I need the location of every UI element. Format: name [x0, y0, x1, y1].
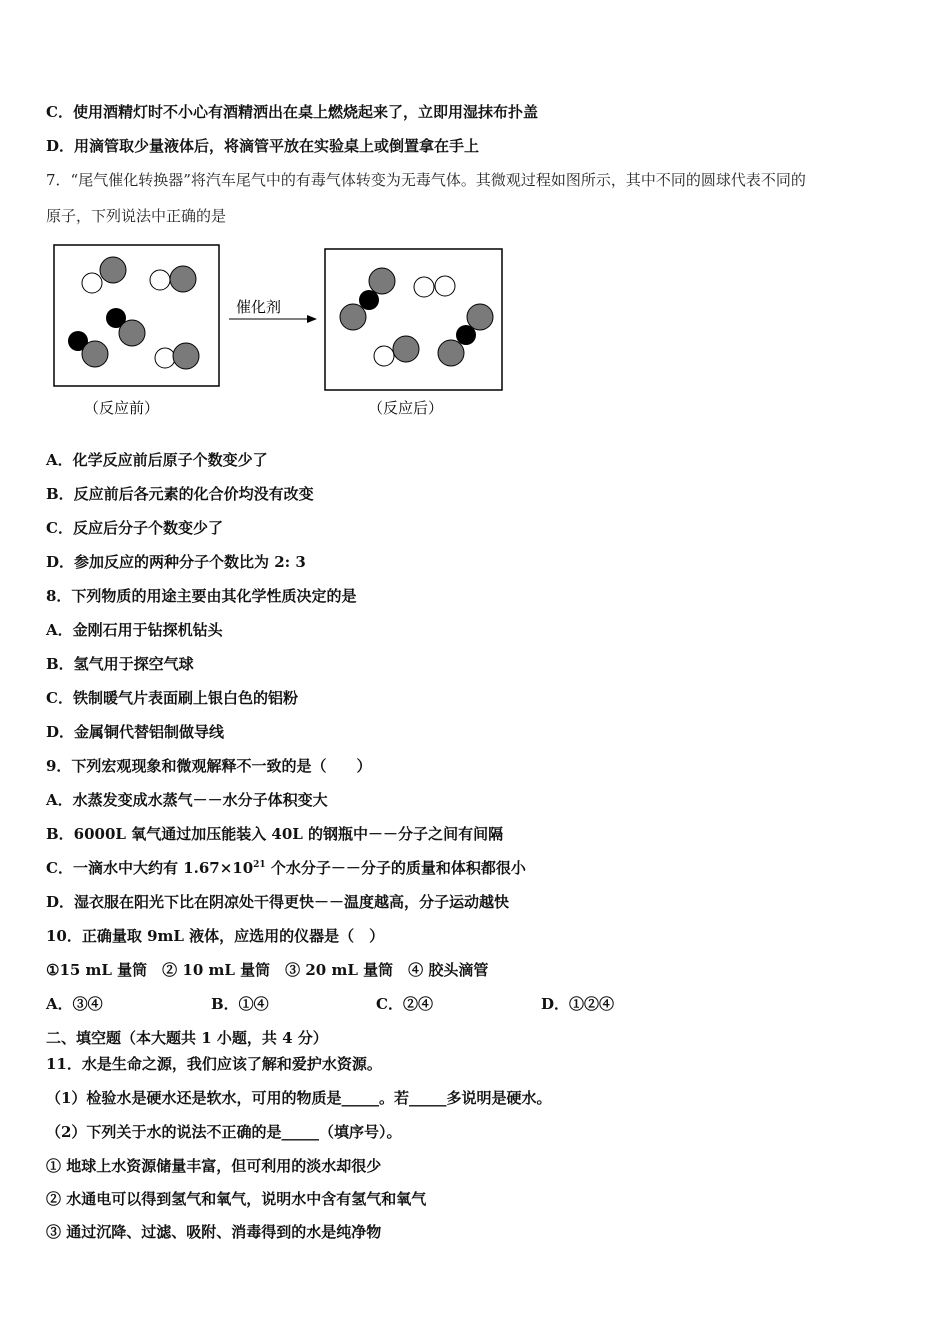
q7-option-a: A．化学反应前后原子个数变少了: [46, 451, 268, 469]
q10-option-b: B．①④: [211, 995, 269, 1013]
q9-stem: 9．下列宏观现象和微观解释不一致的是（ ）: [46, 757, 372, 775]
q10-options: [46, 994, 614, 1014]
q7-option-c: C．反应后分子个数变少了: [46, 519, 223, 537]
q9c-exponent: 21: [253, 860, 266, 870]
q7-option-d: D．参加反应的两种分子个数比为 2: 3: [46, 553, 306, 571]
q9c-text-pre: C．一滴水中大约有 1.67×10: [46, 859, 254, 877]
q9c-text-post: 个水分子－－分子的质量和体积都很小: [265, 859, 526, 877]
arrow-label: 催化剂: [236, 298, 282, 316]
q8-option-d: D．金属铜代替铝制做导线: [46, 723, 225, 741]
q8-stem: 8．下列物质的用途主要由其化学性质决定的是: [46, 587, 357, 605]
q10-items: ①15 mL 量筒 ② 10 mL 量筒 ③ 20 mL 量筒 ④ 胶头滴管: [46, 961, 489, 979]
q7-stem-line1: 7．“尾气催化转换器”将汽车尾气中的有毒气体转变为无毒气体。其微观过程如图所示，其中不同的圆球代表不同的: [46, 171, 806, 189]
q10-stem: 10．正确量取 9mL 液体，应选用的仪器是（ ）: [46, 927, 385, 945]
reaction-diagram: [52, 243, 512, 423]
q9-option-c: [46, 858, 526, 878]
q8-option-b: B．氢气用于探空气球: [46, 655, 194, 673]
after-label: （反应后）: [368, 399, 444, 417]
q11-stem: 11．水是生命之源，我们应该了解和爱护水资源。: [46, 1055, 382, 1073]
q8-option-a: A．金刚石用于钻探机钻头: [46, 621, 223, 639]
q6-option-c: C．使用酒精灯时不小心有酒精洒出在桌上燃烧起来了，立即用湿抹布扑盖: [46, 103, 538, 121]
q9-option-a: A．水蒸发变成水蒸气－－水分子体积变大: [46, 791, 328, 809]
q7-stem-line2: 原子，下列说法中正确的是: [46, 207, 227, 225]
q10-option-c: C．②④: [376, 995, 433, 1013]
before-label: （反应前）: [84, 399, 160, 417]
q11-part-2: （2）下列关于水的说法不正确的是_____（填序号）。: [46, 1123, 402, 1141]
q9-option-d: D．湿衣服在阳光下比在阴凉处干得更快－－温度越高，分子运动越快: [46, 893, 510, 911]
q11-option-2: ② 水通电可以得到氢气和氧气，说明水中含有氢气和氧气: [46, 1190, 427, 1208]
q11-part-1: （1）检验水是硬水还是软水，可用的物质是_____。若_____多说明是硬水。: [46, 1089, 552, 1107]
q10-option-a: A．③④: [46, 995, 103, 1013]
q6-option-d: D．用滴管取少量液体后，将滴管平放在实验桌上或倒置拿在手上: [46, 137, 480, 155]
q8-option-c: C．铁制暖气片表面刷上银白色的铝粉: [46, 689, 298, 707]
q7-option-b: B．反应前后各元素的化合价均没有改变: [46, 485, 314, 503]
q11-option-1: ① 地球上水资源储量丰富，但可利用的淡水却很少: [46, 1157, 382, 1175]
q10-option-d: D．①②④: [541, 995, 615, 1013]
q11-option-3: ③ 通过沉降、过滤、吸附、消毒得到的水是纯净物: [46, 1223, 382, 1241]
q9-option-b: B．6000L 氧气通过加压能装入 40L 的钢瓶中－－分子之间有间隔: [46, 825, 504, 843]
section-2-heading: 二、填空题（本大题共 1 小题，共 4 分）: [46, 1029, 328, 1047]
